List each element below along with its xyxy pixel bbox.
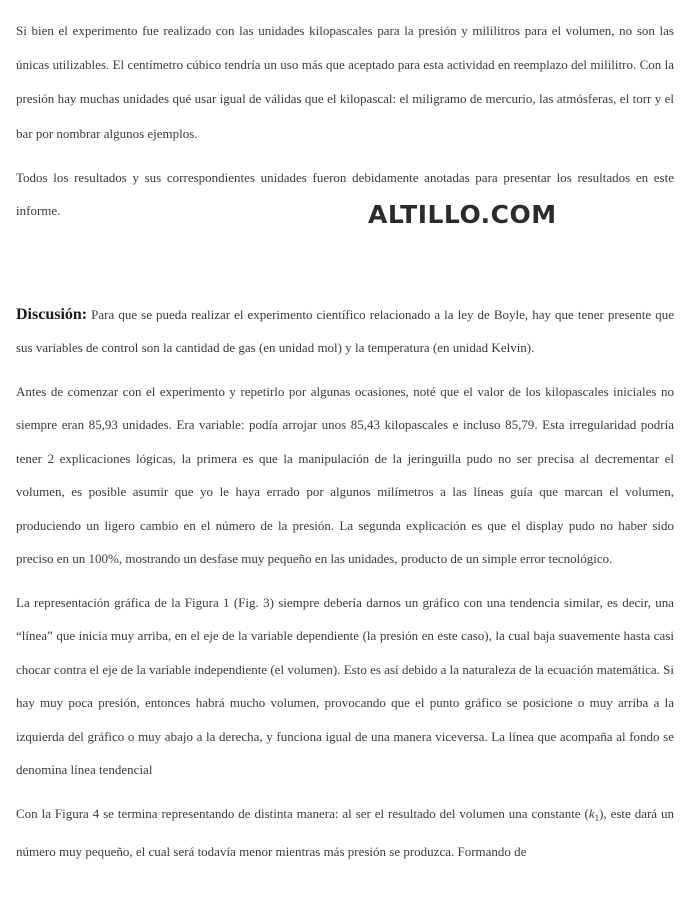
discussion-text: Para que se pueda realizar el experimento científico relacionado a la ley de Boyle, hay que tener presente que sus variables de control son la cantidad de gas (en unidad mol) y la temperatura (en unidad Kelvin). bbox=[16, 306, 674, 356]
paragraph-results: Todos los resultados y sus correspondientes unidades fueron debidamente anotadas para presentar los resultados en este informe. bbox=[16, 169, 674, 219]
document-page bbox=[16, 14, 674, 879]
constant-k-subscript: 1 bbox=[594, 812, 600, 823]
discussion-heading: Discusión: bbox=[16, 305, 88, 323]
watermark-logo: ALTILLO.COM bbox=[368, 200, 557, 229]
paragraph-discussion bbox=[16, 298, 674, 365]
constant-k-symbol: k bbox=[588, 805, 595, 821]
paragraph-initial-values: Antes de comenzar con el experimento y repetirlo por algunas ocasiones, noté que el valor de los kilopascales iniciales no siempre eran 85,93 unidades. Era variable: podía arrojar unos 85,43 kilopascales e incluso 85,79. Esta irregularidad podría tener 2 explicaciones lógicas, la primera es que la manipulación de la jeringuilla pudo no ser precisa al decrementar el volumen, es posible asumir que yo le haya errado por algunos milímetros a las líneas guía que marcan el volumen, produciendo un ligero cambio en el número de la presión. La segunda explicación es que el display pudo no haber sido preciso en un 100%, mostrando un desfase muy pequeño en las unidades, producto de un simple error tecnológico. bbox=[16, 383, 674, 567]
spacer bbox=[16, 232, 674, 298]
paragraph-units: Si bien el experimento fue realizado con las unidades kilopascales para la presión y mililitros para el volumen, no son las únicas utilizables. El centímetro cúbico tendría un uso más que aceptado para esta actividad en reemplazo del mililitro. Con la presión hay muchas unidades qué usar igual de válidas que el kilopascal: el miligramo de mercurio, las atmósferas, el torr y el bar por nombrar algunos ejemplos. bbox=[16, 23, 674, 141]
paragraph-figure-4 bbox=[16, 797, 674, 869]
paragraph-graph-representation: La representación gráfica de la Figura 1 (Fig. 3) siempre debería darnos un gráfico con una tendencia similar, es decir, una “línea” que inicia muy arriba, en el eje de la variable dependiente (la presión en este caso), la cual baja suavemente hasta casi chocar contra el eje de la variable independiente (el volumen). Esto es así debido a la naturaleza de la ecuación matemática. Si hay muy poca presión, entonces habrá mucho volumen, provocando que el punto gráfico se posicione o muy arriba a la izquierda del gráfico o muy abajo a la derecha, y funciona igual de una manera viceversa. La línea que acompaña al fondo se denomina línea tendencial bbox=[16, 594, 674, 778]
figure-4-text-before: Con la Figura 4 se termina representando de distinta manera: al ser el resultado del volumen una constante ( bbox=[16, 805, 589, 821]
figure-4-text-after: ), este dará un número muy pequeño, el cual será todavía menor mientras más presión se produzca. Formando de bbox=[16, 805, 674, 860]
